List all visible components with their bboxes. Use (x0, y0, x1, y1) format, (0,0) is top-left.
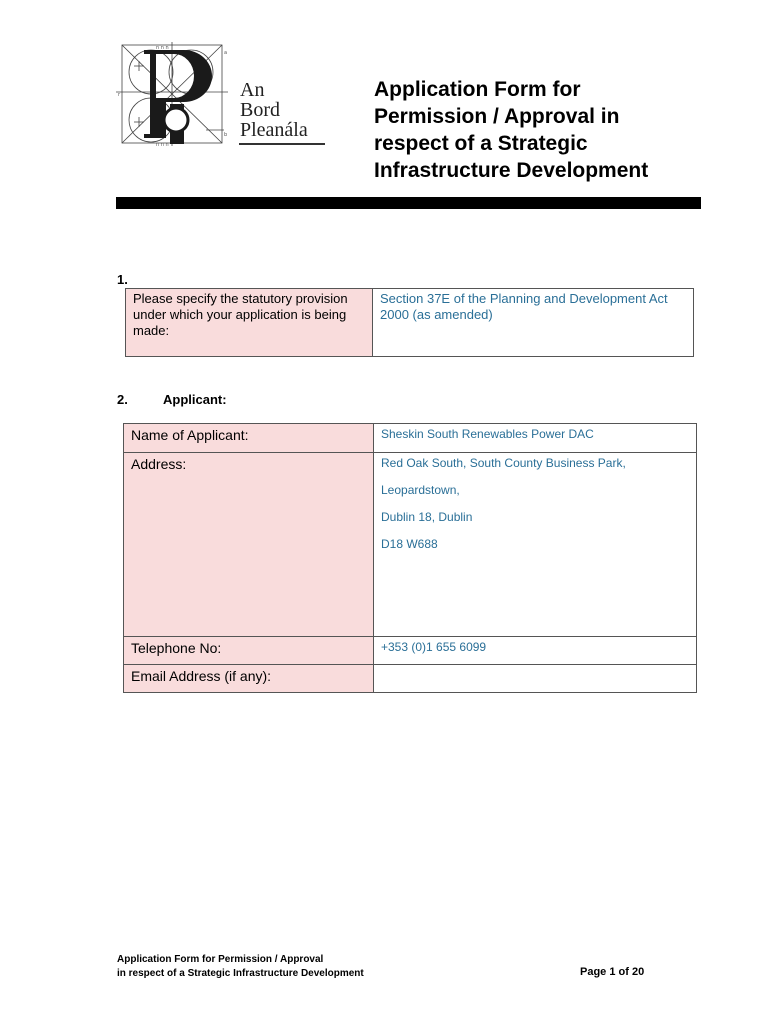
svg-text:a: a (224, 50, 228, 56)
address-line-3: Dublin 18, Dublin (381, 510, 473, 524)
address-field[interactable] (374, 453, 697, 637)
page-number: Page 1 of 20 (580, 966, 645, 978)
title-line-1: Application Form for (374, 78, 581, 101)
email-field[interactable] (374, 665, 697, 693)
address-label-cell (124, 453, 374, 637)
applicant-name-field[interactable] (374, 424, 697, 453)
logo-line-bord: Bord (240, 99, 280, 121)
footer-document-title (117, 953, 364, 981)
svg-text:n n n: n n n (156, 142, 169, 148)
footer-line-1: Application Form for Permission / Approval (117, 954, 324, 965)
email-value (374, 665, 696, 669)
document-title (374, 76, 704, 184)
title-line-2: Permission / Approval in (374, 105, 620, 128)
logo-line-pleanala: Pleanála (240, 119, 308, 141)
applicant-name-value: Sheskin South Renewables Power DAC (381, 427, 594, 441)
applicant-name-label-cell (124, 424, 374, 453)
footer-line-2: in respect of a Strategic Infrastructure Development (117, 968, 364, 979)
logo-underline (239, 143, 325, 145)
title-line-4: Infrastructure Development (374, 159, 649, 182)
title-line-3: respect of a Strategic (374, 132, 588, 155)
address-value (374, 453, 696, 565)
email-label-cell (124, 665, 374, 693)
statutory-provision-label-cell (126, 289, 373, 357)
statutory-provision-value-cell[interactable] (373, 289, 694, 357)
address-label: Address: (131, 456, 187, 472)
telephone-value: +353 (0)1 655 6099 (381, 640, 487, 654)
telephone-field[interactable] (374, 637, 697, 665)
address-line-1: Red Oak South, South County Business Park, (381, 456, 626, 470)
title-divider (116, 197, 701, 209)
statutory-provision-value: Section 37E of the Planning and Development Act 2000 (as amended) (380, 291, 668, 322)
applicant-name-label: Name of Applicant: (131, 427, 249, 443)
section-2-number: 2. (117, 392, 128, 407)
address-line-2: Leopardstown, (381, 483, 460, 497)
address-line-4: D18 W688 (381, 537, 438, 551)
svg-text:n n n: n n n (156, 45, 169, 51)
statutory-provision-label: Please specify the statutory provision under which your application is being made: (133, 291, 348, 338)
logo-line-an: An (240, 79, 265, 101)
section-1-number: 1. (117, 272, 128, 287)
logo-wordmark (240, 80, 308, 140)
telephone-label: Telephone No: (131, 640, 222, 656)
svg-text:r: r (118, 92, 121, 98)
svg-text:b: b (224, 132, 228, 138)
applicant-table (123, 423, 697, 693)
section-2-heading: Applicant: (163, 392, 227, 407)
email-label: Email Address (if any): (131, 668, 272, 684)
statutory-provision-table (125, 288, 694, 357)
telephone-label-cell (124, 637, 374, 665)
